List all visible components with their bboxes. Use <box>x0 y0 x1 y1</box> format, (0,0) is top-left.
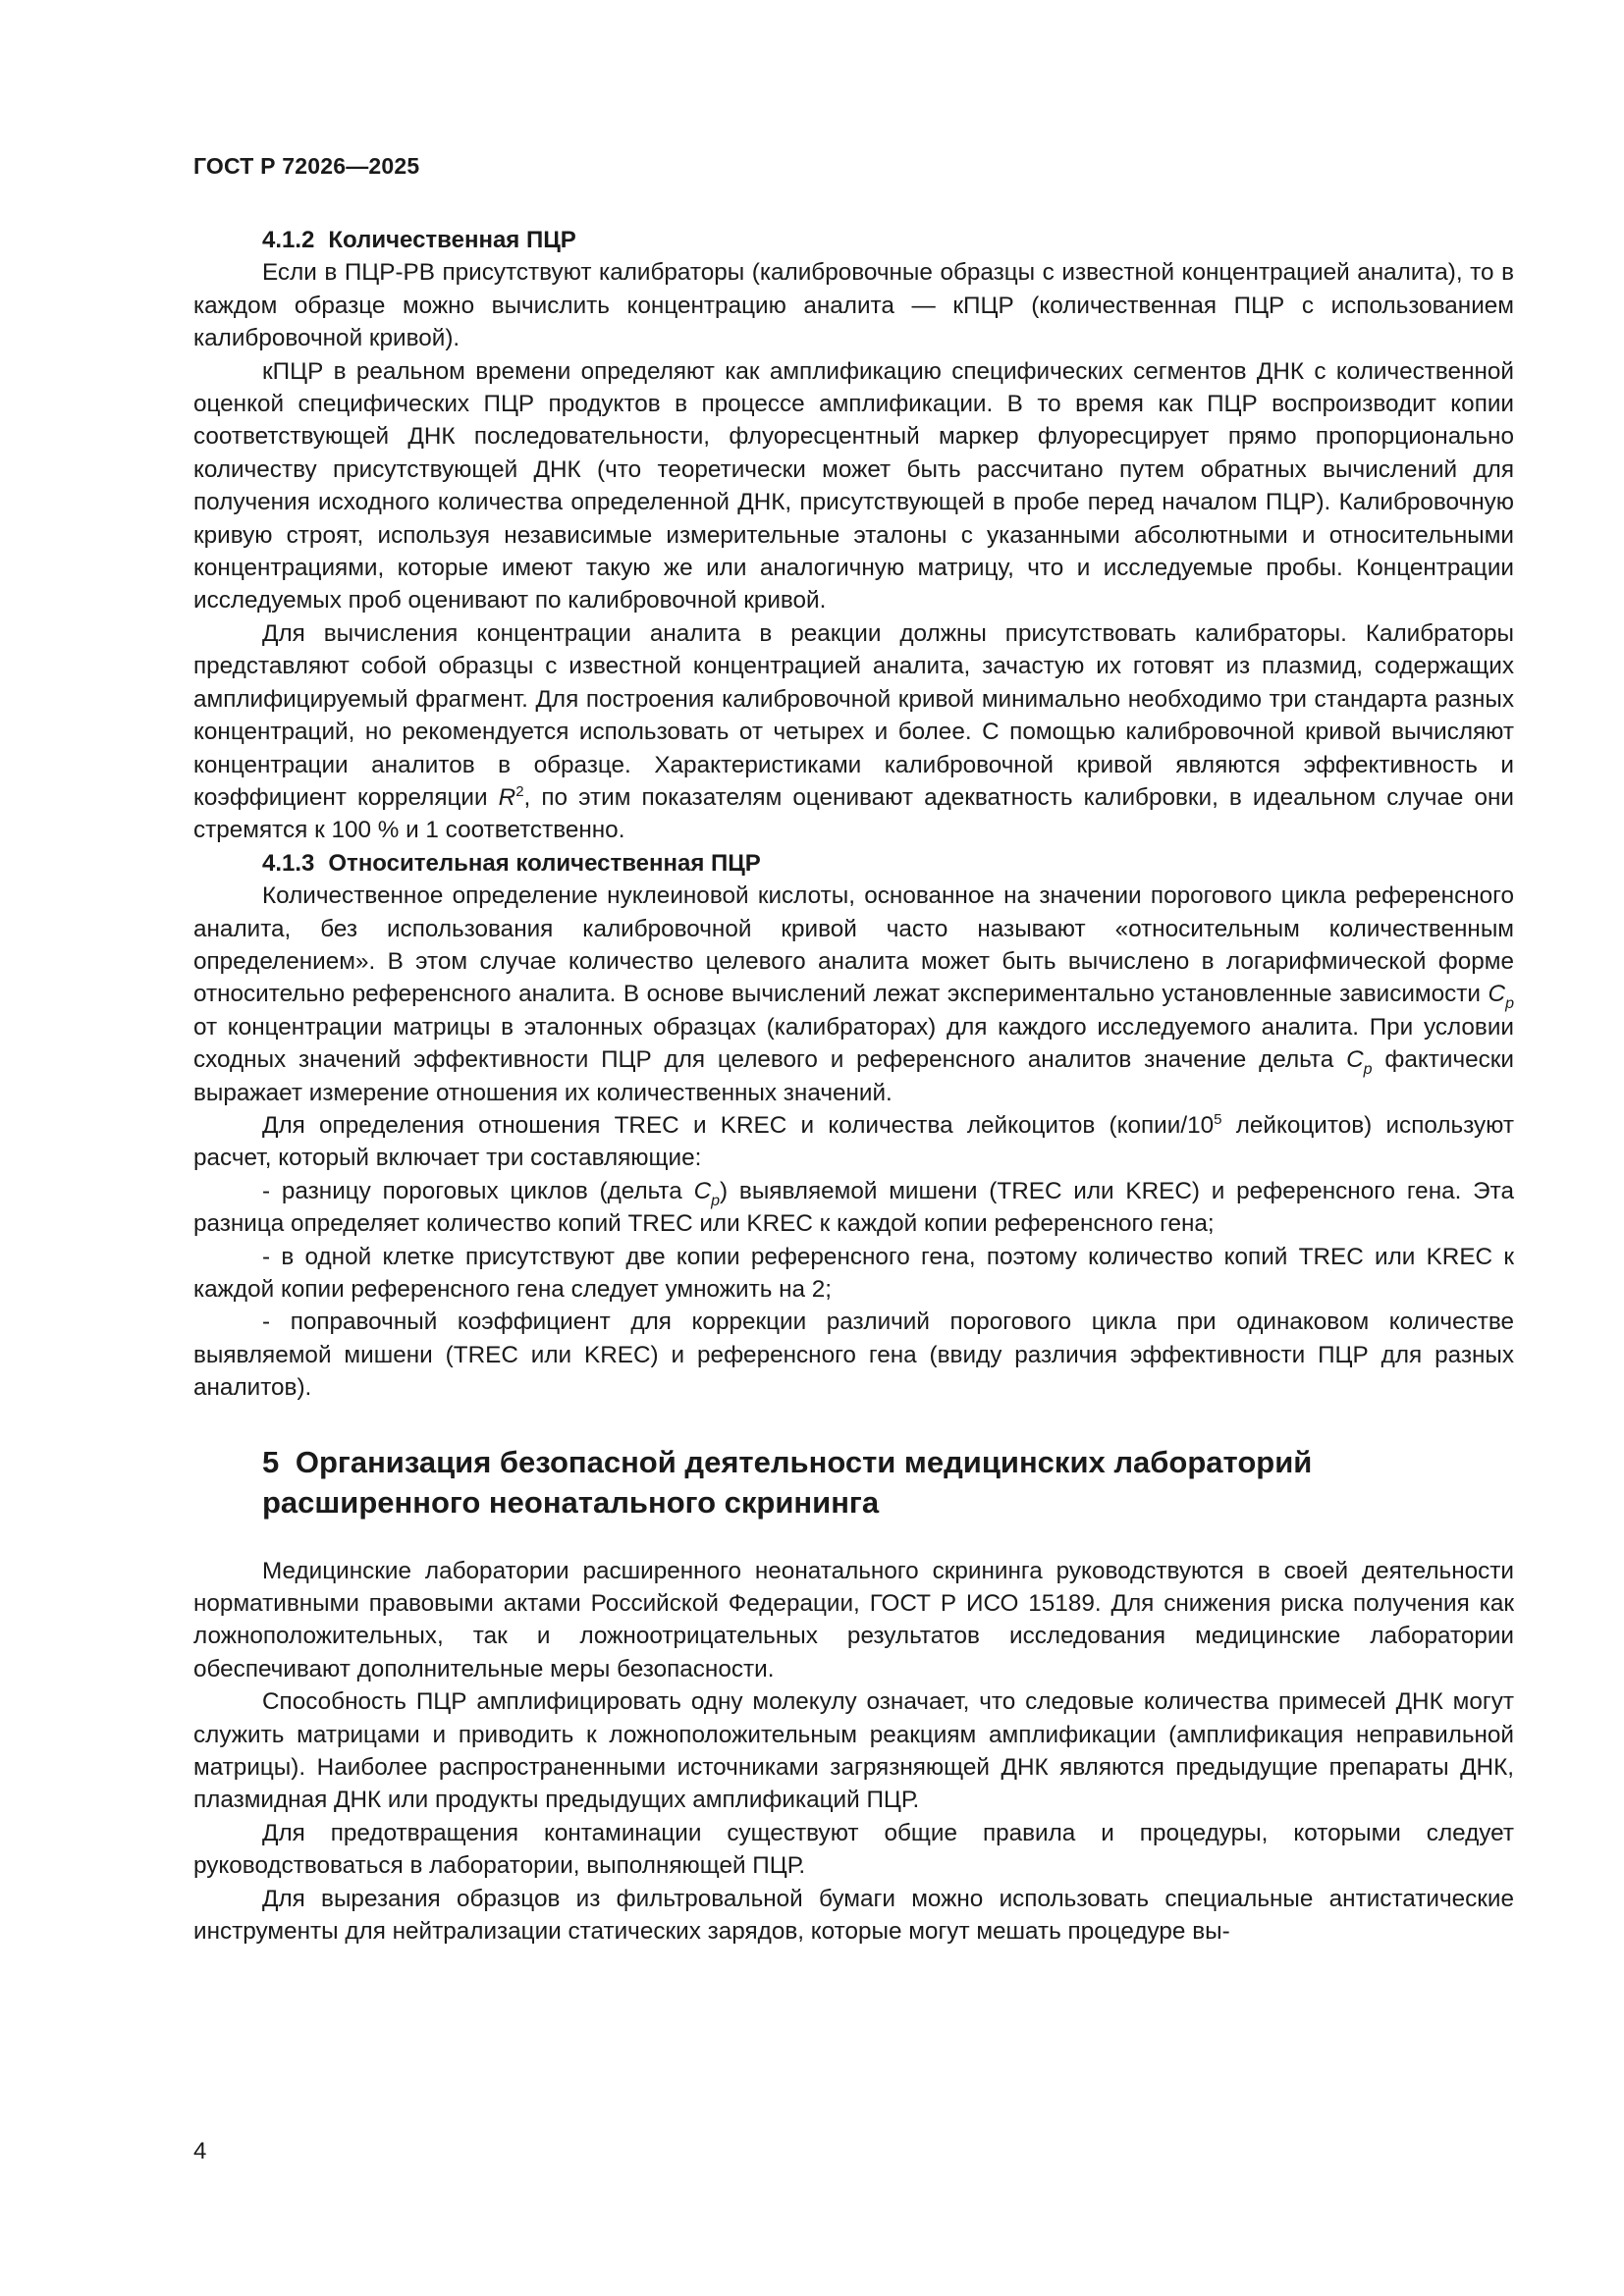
document-header: ГОСТ Р 72026—2025 <box>193 153 420 179</box>
subsection-heading-4-1-3 <box>193 847 1514 880</box>
text-run: - разницу пороговых циклов (дельта <box>262 1177 694 1204</box>
paragraph: Для вырезания образцов из фильтровальной бумаги можно использовать специальные антистатические инструменты для нейтрализации статических зарядов, которые могут мешать процедуре вы- <box>193 1885 1514 1946</box>
page-number: 4 <box>193 2138 207 2164</box>
list-item: - поправочный коэффициент для коррекции различий порогового цикла при одинаковом количестве выявляемой мишени (TREC или KREC) и референсного гена (ввиду различия эффективности ПЦР для разных аналитов). <box>193 1308 1514 1402</box>
variable-c: C <box>1346 1046 1364 1074</box>
subscript: p <box>1363 1061 1373 1079</box>
paragraph: Для предотвращения контаминации существуют общие правила и процедуры, которыми следует руководствоваться в лаборатории, выполняющей ПЦР. <box>193 1819 1514 1880</box>
text-run: Для определения отношения TREC и KREC и количества лейкоцитов (копии/10 <box>262 1111 1215 1139</box>
section-title-line1: Организация безопасной деятельности медицинских лабораторий <box>295 1444 1313 1479</box>
text-run: Для вычисления концентрации аналита в реакции должны присутствовать калибраторы. Калибраторы представляют собой образцы с известной концентрацией аналита, зачастую их готовят из плазмид, содержащих амплифицируемый фрагмент. Для построения калибровочной кривой минимально необходимо три стандарта разных концентраций, но рекомендуется использовать от четырех и более. С помощью калибровочной кривой вычисляют концентрации аналитов в образце. Характеристиками калибровочной кривой являются эффективность и коэффициент корреляции <box>193 619 1514 811</box>
text-run: ) выявляемой мишени (TREC или KREC) и референсного гена. Эта разница определяет количество копий TREC или KREC к каждой копии референсного гена; <box>193 1177 1514 1238</box>
variable-r: R <box>498 783 516 811</box>
paragraph: кПЦР в реальном времени определяют как амплификацию специфических сегментов ДНК с количественной оценкой специфических ПЦР продуктов в процессе амплификации. В то время как ПЦР воспроизводит копии соответствующей ДНК последовательности, флуоресцентный маркер флуоресцирует прямо пропорционально количеству присутствующей ДНК (что теоретически может быть рассчитано путем обратных вычислений для получения исходного количества определенной ДНК, присутствующей в пробе перед началом ПЦР). Калибровочную кривую строят, используя независимые измерительные эталоны с указанными абсолютными и относительными концентрациями, которые имеют такую же или аналогичную матрицу, что и исследуемые пробы. Концентрации исследуемых проб оценивают по калибровочной кривой. <box>193 357 1514 614</box>
paragraph <box>193 880 1514 1109</box>
paragraph: Медицинские лаборатории расширенного неонатального скрининга руководствуются в своей деятельности нормативными правовыми актами Российской Федерации, ГОСТ Р ИСО 15189. Для снижения риска получения как ложноположительных, так и ложноотрицательных результатов исследования медицинские лаборатории обеспечивают дополнительные меры безопасности. <box>193 1557 1514 1682</box>
section-number: 5 <box>262 1444 280 1479</box>
text-run: лейкоцитов) используют расчет, который включает три составляющие: <box>193 1111 1514 1172</box>
subsection-number: 4.1.2 <box>262 227 315 253</box>
paragraph <box>193 1109 1514 1175</box>
variable-c: C <box>693 1177 712 1204</box>
subsection-number: 4.1.3 <box>262 849 315 877</box>
list-item <box>193 1175 1514 1241</box>
superscript: 5 <box>1214 1110 1222 1128</box>
section-heading-5 <box>193 1442 1514 1522</box>
paragraph: Если в ПЦР-РВ присутствуют калибраторы (калибровочные образцы с известной концентрацией аналита), то в каждом образце можно вычислить концентрацию аналита — кПЦР (количественная ПЦР с использованием калибровочной кривой). <box>193 259 1514 352</box>
section-title-line2: расширенного неонатального скрининга <box>262 1484 880 1520</box>
paragraph: Способность ПЦР амплифицировать одну молекулу означает, что следовые количества примесей ДНК могут служить матрицами и приводить к ложноположительным реакциям амплификации (амплификация неправильной матрицы). Наиболее распространенными источниками загрязняющей ДНК являются предыдущие препараты ДНК, плазмидная ДНК или продукты предыдущих амплификаций ПЦР. <box>193 1688 1514 1814</box>
text-run: фактически выражает измерение отношения их количественных значений. <box>193 1046 1514 1106</box>
variable-c: C <box>1488 981 1506 1008</box>
subsection-title: Относительная количественная ПЦР <box>328 849 761 877</box>
subscript: p <box>1505 995 1514 1013</box>
subsection-heading-4-1-2 <box>193 224 1514 256</box>
list-item: - в одной клетке присутствуют две копии референсного гена, поэтому количество копий TREC или KREC к каждой копии референсного гена следует умножить на 2; <box>193 1243 1514 1303</box>
text-run: Количественное определение нуклеиновой кислоты, основанное на значении порогового цикла референсного аналита, без использования калибровочной кривой часто называют «относительным количественным определением». В этом случае количество целевого аналита может быть вычислено в логарифмической форме относительно референсного аналита. В основе вычислений лежат экспериментально установленные зависимости <box>193 882 1514 1008</box>
text-run: от концентрации матрицы в эталонных образцах (калибраторах) для каждого исследуемого аналита. При условии сходных значений эффективности ПЦР для целевого и референсного аналитов значение дельта <box>193 1013 1514 1074</box>
subsection-title: Количественная ПЦР <box>328 227 576 253</box>
document-body <box>193 224 1514 1949</box>
subscript: p <box>711 1192 721 1209</box>
paragraph <box>193 617 1514 847</box>
superscript: 2 <box>515 782 524 800</box>
text-run: , по этим показателям оценивают адекватность калибровки, в идеальном случае они стремятся к 100 % и 1 соответственно. <box>193 783 1514 844</box>
